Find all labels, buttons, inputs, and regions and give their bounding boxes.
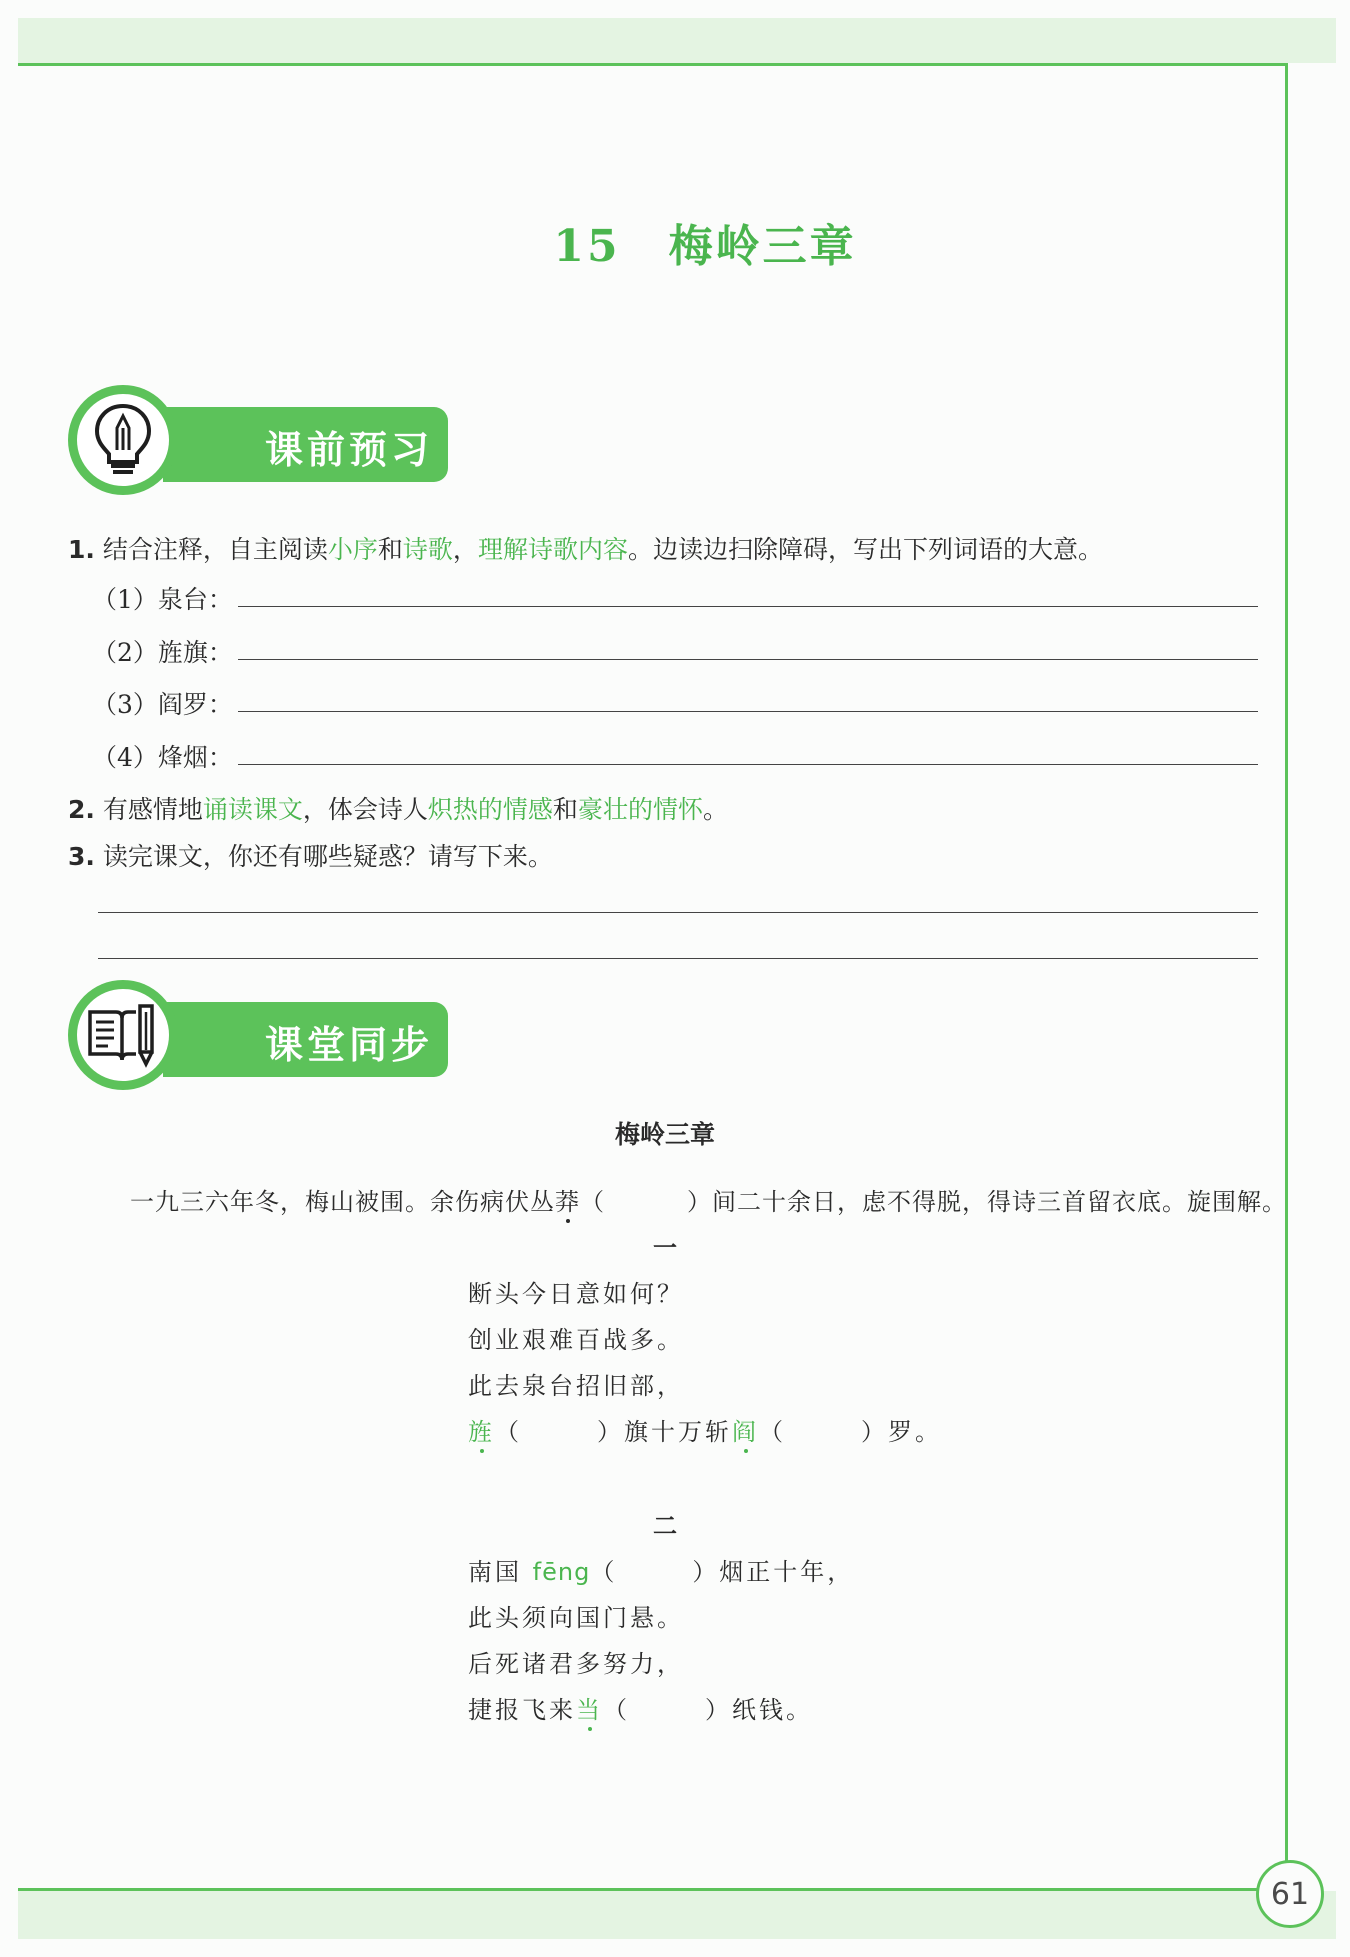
poem-part-2-heading: 二 — [653, 1511, 677, 1540]
poem-line — [468, 1412, 942, 1447]
highlight-text: 炽热的情感 — [427, 795, 553, 824]
poem-line: 创业艰难百战多。 — [468, 1326, 684, 1354]
dotted-char: 旌 — [468, 1418, 495, 1446]
dotted-char: 莽 — [555, 1188, 580, 1216]
preface-text: ）间二十余日，虑不得脱，得诗三首留衣底。旋围解。 — [687, 1188, 1287, 1216]
poem-line: 此去泉台招旧部， — [468, 1372, 684, 1400]
poem-text: ）纸钱。 — [705, 1696, 813, 1724]
section-badge — [68, 980, 178, 1090]
poem-line: 后死诸君多努力， — [468, 1650, 684, 1678]
section-label: 课前预习 — [265, 428, 434, 472]
question-text: 。 — [702, 795, 728, 824]
poem-preface — [130, 1182, 1287, 1217]
lesson-name: 梅岭三章 — [668, 221, 857, 272]
highlight-text: 理解诗歌内容 — [477, 535, 628, 564]
term-label: （1）泉台： — [92, 585, 233, 614]
poem-part-1-heading: 一 — [653, 1233, 677, 1262]
bottom-band — [18, 1891, 1336, 1939]
question-text: 读完课文，你还有哪些疑惑？请写下来。 — [102, 842, 553, 871]
question-text: 和 — [377, 535, 403, 564]
question-text: 结合注释，自主阅读 — [102, 535, 328, 564]
question-text: ，体会诗人 — [302, 795, 428, 824]
answer-line[interactable] — [238, 764, 1258, 765]
section-header-preview — [68, 385, 434, 495]
poem-text: ）烟正十年， — [692, 1558, 855, 1586]
highlight-text: 豪壮的情怀 — [577, 795, 703, 824]
answer-line[interactable] — [238, 606, 1258, 607]
question-text: 和 — [552, 795, 578, 824]
poem-text: 捷报飞来 — [468, 1696, 576, 1724]
question-1 — [68, 530, 1103, 566]
section-badge — [68, 385, 178, 495]
answer-line[interactable] — [98, 958, 1258, 959]
frame-border-right — [1285, 63, 1288, 1888]
answer-line[interactable] — [98, 912, 1258, 913]
poem-text: （ — [495, 1418, 522, 1446]
poem-line: 断头今日意如何？ — [468, 1280, 684, 1308]
section-label: 课堂同步 — [265, 1023, 434, 1067]
poem-text: （ — [590, 1558, 618, 1586]
poem-text: （ — [759, 1418, 786, 1446]
highlight-text: 诗歌 — [402, 535, 453, 564]
poem-text: ）旗十万斩 — [597, 1418, 732, 1446]
top-band — [18, 18, 1336, 63]
question-number: 2. — [68, 795, 95, 824]
highlight-text: 小序 — [327, 535, 378, 564]
question-text: ， — [452, 535, 478, 564]
pinyin-hint: fēng — [532, 1558, 591, 1586]
poem-text: 南国 — [468, 1558, 533, 1586]
question-3 — [68, 837, 553, 873]
preface-text: （ — [580, 1188, 605, 1216]
question-text: 有感情地 — [102, 795, 203, 824]
poem-line — [468, 1552, 854, 1587]
section-header-classroom — [68, 980, 434, 1090]
preface-text: 一九三六年冬，梅山被围。余伤病伏丛 — [130, 1188, 555, 1216]
question-number: 3. — [68, 842, 95, 871]
poem-text: ）罗。 — [861, 1418, 942, 1446]
dotted-char: 当 — [576, 1696, 603, 1724]
lesson-title — [0, 210, 1350, 274]
answer-line[interactable] — [238, 711, 1258, 712]
poem-text: （ — [603, 1696, 630, 1724]
question-2 — [68, 790, 728, 826]
section-bar — [163, 407, 448, 482]
book-pencil-icon — [77, 989, 169, 1081]
question-text: 。边读边扫除障碍，写出下列词语的大意。 — [627, 535, 1103, 564]
poem-line: 此头须向国门悬。 — [468, 1604, 684, 1632]
frame-border-top — [18, 63, 1288, 66]
lightbulb-icon — [77, 394, 169, 486]
question-number: 1. — [68, 535, 95, 564]
lesson-number: 15 — [553, 221, 621, 272]
section-bar — [163, 1002, 448, 1077]
term-label: （2）旌旗： — [92, 638, 233, 667]
page-number: 61 — [1256, 1860, 1324, 1928]
dotted-char: 阎 — [732, 1418, 759, 1446]
poem-title: 梅岭三章 — [614, 1120, 715, 1149]
poem-line — [468, 1690, 813, 1725]
term-label: （3）阎罗： — [92, 690, 233, 719]
answer-line[interactable] — [238, 659, 1258, 660]
term-label: （4）烽烟： — [92, 743, 233, 772]
highlight-text: 诵读课文 — [202, 795, 303, 824]
